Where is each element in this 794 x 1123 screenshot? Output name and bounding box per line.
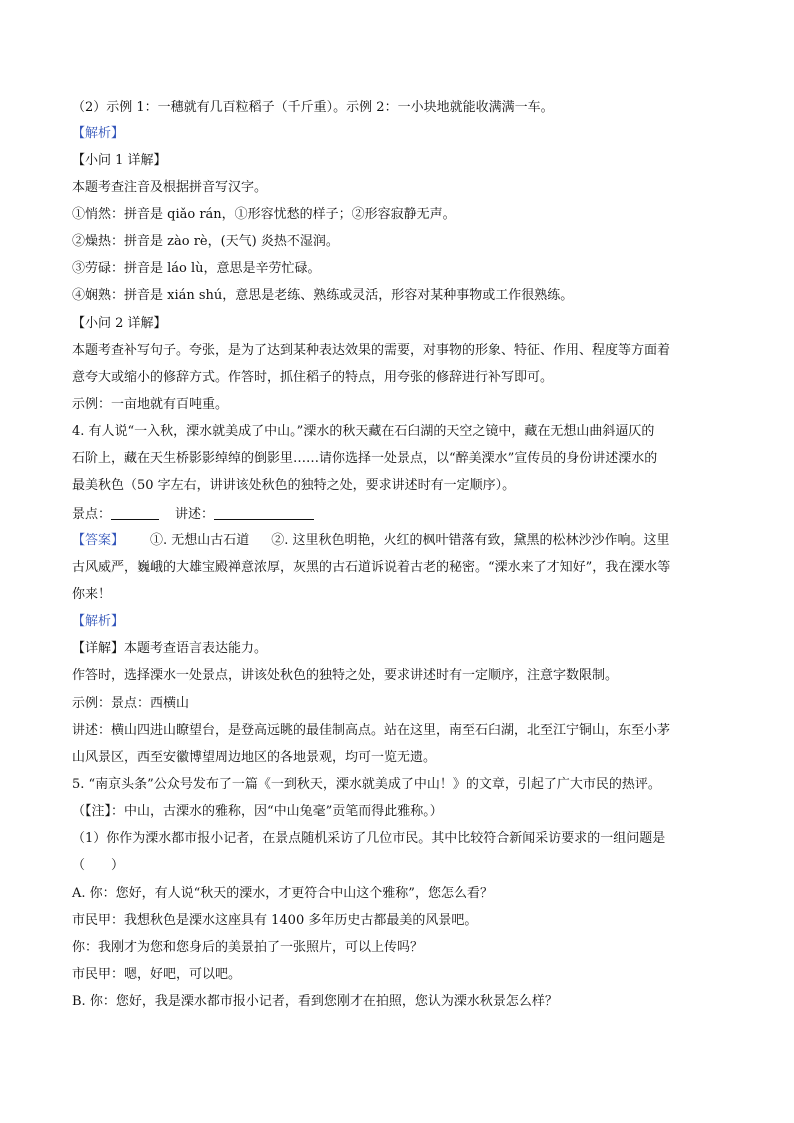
text-line: 讲述：横山四进山瞭望台，是登高远眺的最佳制高点。站在这里，南至石臼湖，北至江宁铜山，东至小茅	[72, 723, 671, 738]
question-4-line: 4. 有人说“一入秋，溧水就美成了中山。”溧水的秋天藏在石臼湖的天空之镜中，藏在无想山曲斜逼仄的	[72, 424, 655, 439]
answer-blanks-line	[72, 506, 724, 523]
text-line: 示例：景点：西横山	[72, 696, 190, 711]
answer-scenic-spot: ①. 无想山古石道	[150, 533, 250, 548]
text-line: 你来！	[72, 587, 112, 602]
text-line: 古风威严，巍峨的大雄宝殿禅意浓厚，灰黑的古石道诉说着古老的秘密。“溧水来了才知好”，我在溧水等	[72, 560, 671, 575]
text-line: 本题考查注音及根据拼音写汉字。	[72, 180, 268, 195]
text-line: ②燥热：拼音是 zào rè，(天气) 炎热不湿润。	[72, 234, 339, 249]
text-line: ①悄然：拼音是 qiǎo rán，①形容忧愁的样子；②形容寂静无声。	[72, 207, 456, 222]
question-5-line: 5. “南京头条”公众号发布了一篇《一到秋天，溧水就美成了中山！》的文章，引起了广大市民的热评。	[72, 777, 661, 792]
text-line: 示例：一亩地就有百吨重。	[72, 397, 229, 412]
subquestion-1-heading: 【小问 1 详解】	[72, 153, 167, 168]
narration-label: 讲述：	[175, 507, 215, 522]
answer-line	[72, 533, 724, 549]
text-line: ④娴熟：拼音是 xián shú，意思是老练、熟练或灵活，形容对某种事物或工作很熟练。	[72, 288, 574, 303]
text-line: 作答时，选择溧水一处景点，讲该处秋色的独特之处，要求讲述时有一定顺序，注意字数限制。	[72, 668, 619, 683]
option-a-line: A. 你：您好，有人说“秋天的溧水，才更符合中山这个雅称”，您怎么看？	[72, 886, 493, 901]
section-analysis-heading: 【解析】	[72, 126, 125, 141]
text-line: 市民甲：嗯，好吧，可以吧。	[72, 967, 242, 982]
question-4-line: 最美秋色（50 字左右，讲讲该处秋色的独特之处，要求讲述时有一定顺序）。	[72, 478, 516, 493]
subquestion-2-heading: 【小问 2 详解】	[72, 316, 167, 331]
section-answer-heading: 【答案】	[72, 533, 125, 548]
section-analysis-heading: 【解析】	[72, 614, 125, 629]
text-line: 山风景区，西至安徽博望周边地区的各地景观，均可一览无遗。	[72, 750, 437, 765]
question-5-1-line: （1）你作为溧水都市报小记者，在景点随机采访了几位市民。其中比较符合新闻采访要求的一组问题是	[72, 831, 666, 846]
question-4-line: 石阶上，藏在天生桥影影绰绰的倒影里……请你选择一处景点，以“醉美溧水”宣传员的身份讲述溧水的	[72, 451, 658, 466]
answer-narration: ②. 这里秋色明艳，火红的枫叶错落有致，黛黑的松林沙沙作响。这里	[271, 533, 670, 548]
text-line: 意夸大或缩小的修辞方式。作答时，抓住稻子的特点，用夸张的修辞进行补写即可。	[72, 370, 554, 385]
scenic-spot-label: 景点：	[72, 507, 112, 522]
text-line: ③劳碌：拼音是 láo lù，意思是辛劳忙碌。	[72, 261, 321, 276]
detail-heading: 【详解】本题考查语言表达能力。	[72, 641, 268, 656]
text-line: 本题考查补写句子。夸张，是为了达到某种表达效果的需要，对事物的形象、特征、作用、程度等方面着	[72, 343, 671, 358]
answer-parentheses: （ ）	[72, 858, 125, 873]
note-line: （【注】：中山，古溧水的雅称，因“中山兔毫”贡笔而得此雅称。）	[72, 804, 443, 819]
answer-line-2: （2）示例 1：一穗就有几百粒稻子（千斤重）。示例 2：一小块地就能收满满一车。	[72, 100, 554, 115]
text-line: 你：我刚才为您和您身后的美景拍了一张照片，可以上传吗？	[72, 940, 424, 955]
scenic-spot-blank	[111, 506, 159, 520]
option-b-line: B. 你：您好，我是溧水都市报小记者，看到您刚才在拍照，您认为溧水秋景怎么样？	[72, 994, 558, 1009]
text-line: 市民甲：我想秋色是溧水这座具有 1400 多年历史古都最美的风景吧。	[72, 913, 478, 928]
narration-blank	[214, 506, 314, 520]
